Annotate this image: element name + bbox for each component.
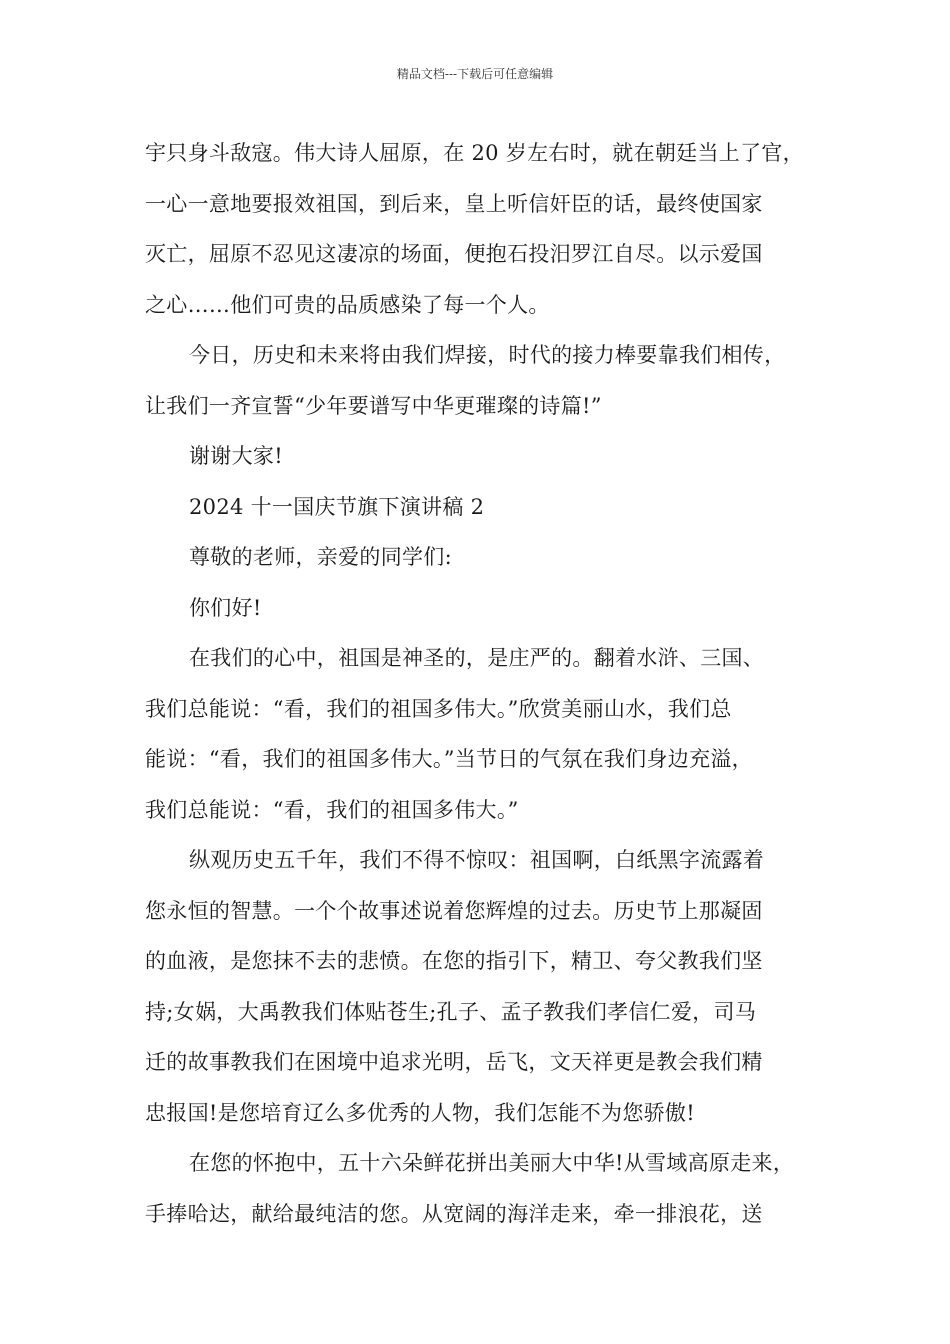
text-line: 迁的故事教我们在困境中追求光明，岳飞，文天祥更是教会我们精 [145, 1050, 763, 1074]
text-line: 忠报国!是您培育辽么多优秀的人物，我们怎能不为您骄傲! [145, 1100, 695, 1125]
text-line: 能说：“看，我们的祖国多伟大。”当节日的气氛在我们身边充溢， [145, 747, 753, 771]
text-line: 之心……他们可贵的品质感染了每一个人。 [145, 292, 550, 317]
document-body [145, 128, 810, 1239]
text-line: 持;女娲，大禹教我们体贴苍生;孔子、孟子教我们孝信仁爱，司马 [145, 999, 757, 1024]
text-line: 您永恒的智慧。一个个故事述说着您辉煌的过去。历史节上那凝固 [145, 898, 763, 923]
text-line: 今日，历史和未来将由我们焊接，时代的接力棒要靠我们相传， [189, 343, 786, 367]
text-line: 谢谢大家! [189, 444, 283, 468]
text-line: 宇只身斗敌寇。伟大诗人屈原，在 20 岁左右时，就在朝廷当上了官， [145, 141, 804, 165]
text-line: 灭亡，屈原不忍见这凄凉的场面，便抱石投汨罗江自尽。以示爱国 [145, 242, 763, 266]
text-line: 在您的怀抱中，五十六朵鲜花拼出美丽大中华!从雪域高原走来， [189, 1151, 795, 1175]
text-line: 尊敬的老师，亲爱的同学们: [189, 545, 452, 569]
text-line: 你们好! [189, 595, 262, 620]
text-line: 纵观历史五千年，我们不得不惊叹：祖国啊，白纸黑字流露着 [189, 848, 765, 872]
text-line: 在我们的心中，祖国是神圣的，是庄严的。翻着水浒、三国、 [189, 646, 765, 670]
text-line: 2024 十一国庆节旗下演讲稿 2 [189, 494, 485, 519]
text-line: 我们总能说：“看，我们的祖国多伟大。”欣赏美丽山水，我们总 [145, 696, 732, 721]
text-line: 我们总能说：“看，我们的祖国多伟大。” [145, 797, 519, 822]
page-header: 精品文档---下载后可任意编辑 [396, 67, 554, 81]
text-line: 的血液，是您抹不去的悲愤。在您的指引下，精卫、夸父教我们坚 [145, 949, 763, 973]
text-line: 让我们一齐宣誓“少年要谱写中华更璀璨的诗篇!” [145, 393, 602, 418]
text-line: 手捧哈达，献给最纯洁的您。从宽阔的海洋走来，牵一排浪花，送 [145, 1201, 763, 1226]
text-line: 一心一意地要报效祖国，到后来，皇上听信奸臣的话，最终使国家 [145, 191, 763, 216]
